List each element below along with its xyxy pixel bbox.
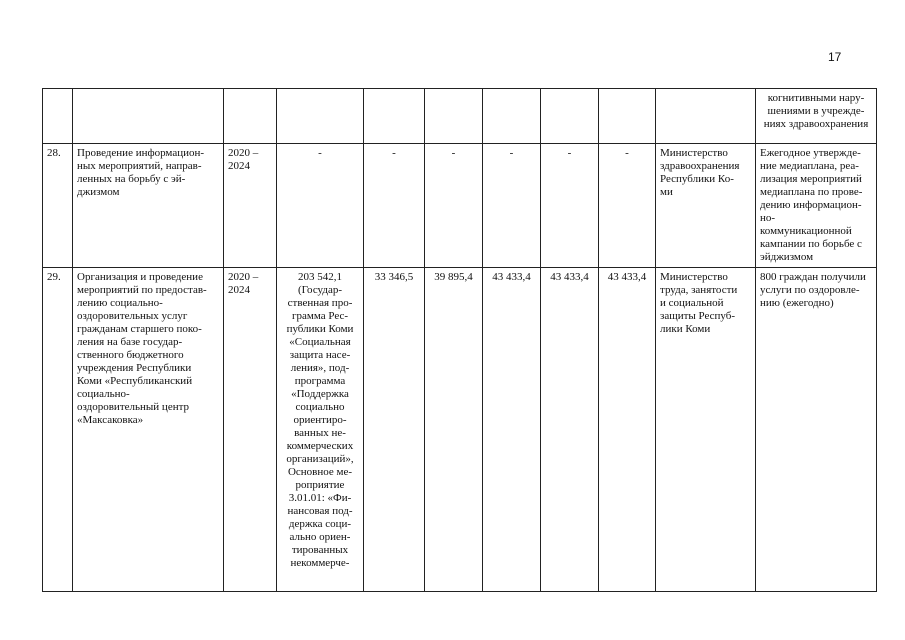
cell-funding-year — [541, 89, 599, 144]
cell-title: Организация и проведение мероприятий по предостав- лению социально- оздоровительных услуг гражданам старшего поко- ления на базе государ- ственного бюджетного учреждения Республики Коми «Республиканский социально- оздоровительный центр «Максаковка» — [73, 268, 224, 592]
table-row-28 — [43, 144, 877, 268]
cell-title — [73, 89, 224, 144]
cell-funding-year: - — [483, 144, 541, 268]
cell-funding-year: 43 433,4 — [483, 268, 541, 592]
cell-result: Ежегодное утвержде- ние медиаплана, реа- лизация мероприятий медиаплана по прове- дению информацион- но- коммуникационной кампании по борьбе с эйджизмом — [756, 144, 877, 268]
cell-funding-year: 43 433,4 — [599, 268, 656, 592]
cell-period: 2020 – 2024 — [224, 144, 277, 268]
page-number: 17 — [828, 50, 842, 64]
cell-title: Проведение информацион- ных мероприятий, направ- ленных на борьбу с эй- джизмом — [73, 144, 224, 268]
cell-executor: Министерство здравоохранения Республики Ко- ми — [656, 144, 756, 268]
cell-num: 28. — [43, 144, 73, 268]
cell-funding-year: - — [425, 144, 483, 268]
table-row-continued — [43, 89, 877, 144]
cell-funding-year: - — [541, 144, 599, 268]
cell-funding-total: 203 542,1 (Государ- ственная про- грамма Рес- публики Коми «Социальная защита насе- ления», под- программа «Поддержка социально ориентиро- ванных не- коммерческих организаций», Основное ме- роприятие 3.01.01: «Фи- нансовая под- держка соци- ально ориен- тированных некоммерче- — [277, 268, 364, 592]
cell-funding-year: - — [364, 144, 425, 268]
cell-num — [43, 89, 73, 144]
cell-funding-year: 39 895,4 — [425, 268, 483, 592]
cell-funding-year: 33 346,5 — [364, 268, 425, 592]
cell-executor — [656, 89, 756, 144]
cell-result: когнитивными нару- шениями в учрежде- ниях здравоохранения — [756, 89, 877, 144]
cell-period: 2020 – 2024 — [224, 268, 277, 592]
cell-funding-year — [364, 89, 425, 144]
cell-funding-total: - — [277, 144, 364, 268]
measures-table — [42, 88, 877, 592]
cell-funding-year: 43 433,4 — [541, 268, 599, 592]
cell-funding-year — [425, 89, 483, 144]
table-row-29 — [43, 268, 877, 592]
cell-result: 800 граждан получили услуги по оздоровле- нию (ежегодно) — [756, 268, 877, 592]
cell-period — [224, 89, 277, 144]
cell-funding-total — [277, 89, 364, 144]
cell-num: 29. — [43, 268, 73, 592]
cell-funding-year — [483, 89, 541, 144]
cell-funding-year: - — [599, 144, 656, 268]
cell-funding-year — [599, 89, 656, 144]
cell-executor: Министерство труда, занятости и социальной защиты Респуб- лики Коми — [656, 268, 756, 592]
